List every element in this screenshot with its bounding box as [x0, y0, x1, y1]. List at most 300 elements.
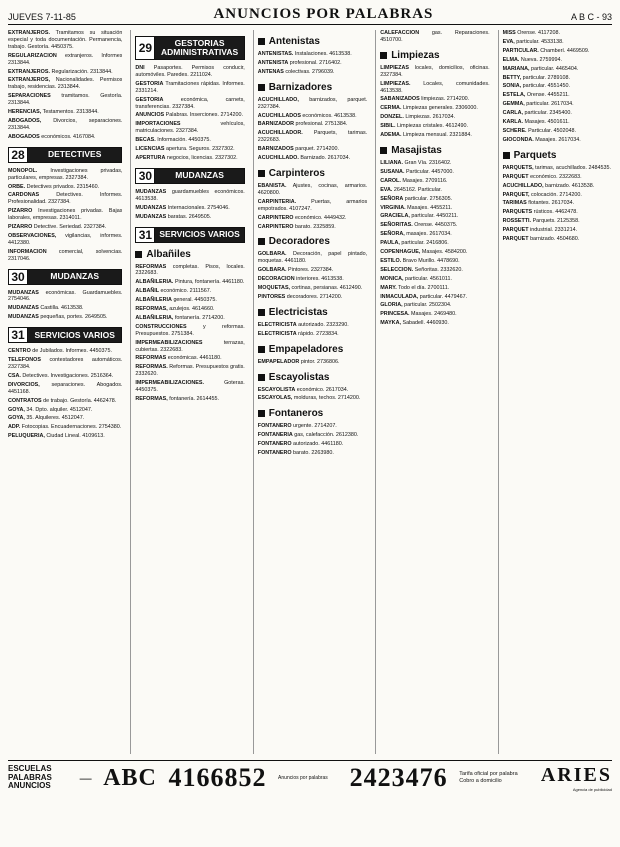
ad-keyword: EXTRANJEROS.: [8, 68, 50, 75]
ad-text: Información. 4450375.: [157, 137, 211, 144]
ad-text: de Jubilados. Informes. 4450375.: [32, 348, 112, 355]
ad-keyword: EVA,: [502, 38, 515, 45]
classified-ad: [380, 30, 489, 44]
ad-keyword: MUDANZAS: [135, 188, 167, 195]
ad-text: Instalaciones. 4613538.: [294, 51, 352, 57]
ad-text: barnizado. 4504680.: [530, 236, 580, 243]
ad-keyword: ORBE.: [8, 183, 26, 190]
ad-keyword: ROSSETTI.: [502, 218, 532, 225]
classified-ad: [8, 415, 122, 422]
section-title: SERVICIOS VARIOS: [155, 228, 243, 242]
ad-text: rústicos. 4462478.: [533, 209, 578, 216]
ad-text: económicos. 4613538.: [302, 112, 357, 119]
classified-ad: [258, 285, 367, 292]
classified-ad: [503, 128, 612, 135]
ad-keyword: INFORMACION: [8, 248, 47, 255]
classified-columns: [8, 30, 612, 754]
ad-keyword: SEÑORA,: [380, 231, 405, 238]
ad-keyword: ALBAÑILERIA.: [135, 279, 174, 286]
subsection-heading: [258, 168, 367, 179]
ad-keyword: ADP.: [8, 424, 21, 431]
section-number: 30: [136, 169, 155, 183]
ad-keyword: GEMMA,: [502, 101, 525, 108]
subsection-title: Carpinteros: [268, 167, 325, 179]
square-bullet-icon: [258, 410, 265, 417]
column-3: [253, 30, 367, 754]
classified-ad: [8, 233, 122, 247]
ad-keyword: ADEMA.: [380, 132, 402, 139]
ad-keyword: REFORMAS.: [135, 364, 168, 371]
classified-ad: [8, 433, 122, 440]
ad-keyword: DIVORCIOS,: [8, 381, 40, 388]
ad-text: fontanería. 2714200.: [174, 314, 225, 321]
classified-ad: [8, 290, 122, 304]
classified-ad: [380, 222, 489, 229]
ad-keyword: MUDANZAS: [8, 314, 39, 321]
ad-keyword: SEPARACIONES: [8, 93, 51, 100]
ad-keyword: CARPINTERO: [257, 223, 294, 230]
classified-ad: [8, 398, 122, 405]
ad-keyword: HERENCIAS,: [8, 109, 42, 116]
ad-keyword: CARPINTERIA.: [257, 198, 297, 205]
ad-keyword: SELECCION.: [380, 266, 414, 273]
square-bullet-icon: [258, 309, 265, 316]
section-number: 30: [9, 270, 28, 284]
ad-text: barato. 2325859.: [294, 223, 336, 230]
ad-text: Masajes. 2469480.: [411, 311, 457, 318]
classified-ad: [380, 169, 489, 176]
ad-keyword: REGULARIZACION: [8, 52, 57, 59]
ad-text: masajes. 2617034.: [406, 231, 452, 238]
column-1: [8, 30, 122, 754]
classified-ad: [503, 137, 612, 144]
classified-ad: [258, 215, 367, 222]
ad-text: particular. 2345400.: [524, 110, 572, 117]
ad-text: Goteras. 4450375.: [135, 380, 245, 394]
classified-ad: [258, 387, 367, 394]
column-4: [375, 30, 489, 754]
ad-text: Masajes. 2617034.: [535, 136, 581, 143]
ad-text: Investigaciones privadas. Bajas laborales, empresas. 2314011.: [8, 208, 123, 222]
ad-keyword: PARQUET,: [502, 191, 530, 198]
ad-keyword: MAYKA,: [380, 320, 401, 327]
classified-ad: [380, 114, 489, 121]
ad-keyword: CARPINTERO: [257, 214, 294, 221]
ad-keyword: LIMPIEZAS: [380, 64, 409, 71]
ad-keyword: EVA.: [380, 186, 393, 193]
ad-keyword: LIMPIEZAS.: [380, 80, 411, 87]
classified-ad: [8, 118, 122, 132]
subsection-heading: [258, 372, 367, 383]
classified-ad: [135, 380, 244, 394]
footer-aries-sub: Agencia de publicidad: [572, 787, 612, 792]
classified-ad: [135, 97, 244, 111]
classified-ad: [258, 199, 367, 213]
ad-keyword: PARQUET: [502, 236, 529, 243]
ad-text: tramitamos. Gestoría. 2313844.: [8, 93, 123, 107]
subsection-title: Parquets: [513, 149, 557, 161]
ad-keyword: BETTY,: [502, 74, 522, 81]
ad-text: económica, carnets, transferencias. 2327384.: [135, 96, 245, 110]
ad-text: particular. 4561011.: [405, 275, 452, 282]
subsection-title: Electricistas: [268, 306, 328, 318]
ad-text: parquet. 2714200.: [295, 146, 339, 153]
classified-ad: [258, 69, 367, 76]
ad-keyword: ALBAÑILERIA,: [135, 314, 174, 321]
ad-keyword: CAROL.: [380, 177, 401, 184]
classified-ad: [258, 267, 367, 274]
ad-keyword: GLORIA,: [380, 302, 403, 309]
header-date: JUEVES 7-11-85: [8, 12, 76, 22]
ad-keyword: PRINCESA.: [380, 311, 410, 318]
ad-keyword: TARIMAS: [502, 200, 527, 207]
classified-ad: [135, 364, 244, 378]
classified-ad: [8, 382, 122, 396]
ad-text: Parquets. 2125358.: [532, 218, 580, 225]
ad-text: económicas. 4461180.: [167, 355, 222, 362]
ad-text: Particular. 4457000.: [405, 168, 454, 175]
ad-text: industrial. 2331214.: [530, 227, 578, 234]
ad-keyword: BECAS.: [135, 137, 156, 144]
classified-ad: [503, 101, 612, 108]
ad-text: Limpieza mensual. 2321884.: [402, 132, 472, 139]
ad-keyword: OBSERVACIONES,: [8, 232, 57, 239]
ad-text: Fotocopias. Encuadernaciones. 2754380.: [21, 424, 122, 431]
ad-text: rápido. 2723834.: [298, 330, 339, 337]
ad-text: 2645162. Particular.: [393, 186, 442, 193]
ad-text: barato. 2263980.: [293, 450, 334, 457]
ad-text: Ciudad Lineal. 4109613.: [46, 433, 105, 440]
classified-ad: [503, 66, 612, 73]
column-5: [498, 30, 612, 754]
footer-brand-abc: ABC: [103, 764, 157, 791]
classified-ad: [380, 276, 489, 283]
ad-text: cortinas, persianas. 4612490.: [291, 285, 363, 292]
classified-ad: [135, 65, 244, 79]
ad-text: colectivas. 2796039.: [285, 68, 335, 75]
ad-keyword: EXTRANJEROS,: [8, 77, 50, 84]
classified-ad: [135, 315, 244, 322]
classified-ad: [380, 96, 489, 103]
footer-dash: —: [79, 771, 92, 785]
header-page-number: A B C - 93: [570, 12, 612, 22]
ad-keyword: MUDANZAS: [8, 305, 39, 312]
ad-text: Masajes. 4501611.: [524, 119, 570, 126]
footer-phone-1: 4166852: [168, 763, 267, 792]
subsection-heading: [503, 150, 612, 161]
ad-keyword: ALBAÑIL: [135, 288, 160, 295]
classified-ad: [135, 324, 244, 338]
classified-ad: [135, 355, 244, 362]
ad-keyword: SONIA,: [502, 83, 522, 90]
ad-keyword: FONTANERO: [257, 441, 292, 448]
classified-ad: [258, 432, 367, 439]
subsection-title: Limpiezas: [391, 49, 440, 61]
ad-text: de trabajo. Gestoría. 4462478.: [43, 397, 117, 404]
ad-text: particular. 4533138.: [516, 38, 564, 45]
classified-ad: [258, 331, 367, 338]
ad-keyword: GRACIELA,: [380, 213, 410, 220]
ad-text: locales, domicilios, oficinas. 2327384.: [380, 64, 490, 78]
subsection-title: Albañiles: [146, 248, 191, 260]
ad-text: apertura. Seguros. 2327302.: [165, 146, 235, 153]
ad-text: Gran Vía. 2316402.: [404, 159, 452, 166]
classified-ad: [258, 224, 367, 231]
ad-keyword: TELEFONOS: [8, 357, 41, 364]
ad-text: Señoritas. 2332620.: [414, 266, 463, 273]
classified-ad: [135, 137, 244, 144]
ad-keyword: SABANIZADOS: [380, 96, 420, 103]
square-bullet-icon: [258, 346, 265, 353]
classified-ad: [8, 53, 122, 67]
footer-phone-note: Anuncios por palabras: [278, 775, 328, 781]
classified-ad: [8, 93, 122, 107]
classified-ad: [503, 174, 612, 181]
ad-keyword: IMPERMEABILIZACIONES: [135, 339, 203, 346]
ad-keyword: ACUCHILLADOR.: [257, 130, 303, 137]
classified-ad: [380, 258, 489, 265]
ad-text: flotantes. 2617034.: [528, 200, 575, 207]
ad-keyword: SCHERE.: [502, 127, 527, 134]
classified-ad: [503, 39, 612, 46]
classified-ad: [380, 311, 489, 318]
ad-keyword: ACUCHILLADOS: [257, 112, 301, 119]
ad-text: Detectives privados. 2315460.: [26, 183, 100, 190]
ad-text: completas. Pisos, locales. 2322683.: [135, 263, 245, 277]
section-box: [8, 327, 122, 343]
ad-keyword: MUDANZAS: [135, 213, 167, 220]
ad-text: pequeñas, portes. 2649505.: [40, 314, 108, 321]
ad-text: urgente. 2714207.: [293, 423, 337, 430]
square-bullet-icon: [135, 251, 142, 258]
ad-keyword: PIZARRO: [8, 224, 33, 231]
ad-text: extranjeros. Informes 2313844.: [8, 52, 123, 66]
square-bullet-icon: [258, 238, 265, 245]
classified-ad: [503, 192, 612, 199]
ad-text: autorizado. 2323290.: [298, 321, 349, 328]
section-box: [8, 147, 122, 163]
ad-text: azulejos. 4614660.: [169, 306, 215, 313]
ad-keyword: REFORMAS: [135, 263, 167, 270]
ad-keyword: GESTORIA: [135, 96, 164, 103]
classified-ad: [503, 218, 612, 225]
classified-ad: [135, 288, 244, 295]
ad-text: Chamberí. 4469509.: [540, 47, 590, 54]
classified-ad: [135, 146, 244, 153]
classified-ad: [380, 132, 489, 139]
ad-text: Todo el día. 2700111.: [398, 284, 450, 291]
ad-keyword: PINTORES: [257, 293, 286, 300]
classified-ad: [503, 209, 612, 216]
ad-keyword: ESCAYOLAS,: [257, 395, 293, 402]
subsection-heading: [258, 307, 367, 318]
subsection-heading: [258, 36, 367, 47]
classified-ad: [8, 305, 122, 312]
classified-ad: [135, 297, 244, 304]
ad-text: autorizado. 4461180.: [293, 441, 344, 448]
classified-ad: [380, 302, 489, 309]
classified-ad: [380, 160, 489, 167]
ad-keyword: CONTRATOS: [8, 397, 42, 404]
ad-text: Palabras. Inserciones. 2714200.: [165, 112, 243, 119]
ad-keyword: BARNIZADOS: [257, 146, 294, 153]
footer-aries-block: [541, 764, 612, 792]
ad-text: económico. 2111567.: [160, 288, 212, 295]
ad-text: Masajes. 2709116.: [402, 177, 448, 184]
classified-ad: [258, 60, 367, 67]
classified-ad: [135, 396, 244, 403]
ad-keyword: PARQUETS,: [502, 164, 534, 171]
ad-text: particular. 4450211.: [411, 213, 459, 220]
ad-keyword: MONOPOL.: [8, 167, 38, 174]
ad-text: Limpiezas generales. 2306000.: [402, 105, 478, 112]
ad-text: Orense. 4117208.: [517, 30, 561, 36]
ad-keyword: ELECTRICISTA: [257, 330, 297, 337]
ad-text: Masajes. 4455211.: [407, 204, 453, 211]
classified-ad: [503, 200, 612, 207]
classified-ad: [380, 105, 489, 112]
ad-text: particular. 2617034.: [526, 101, 574, 108]
ad-text: Nacionalidades. Permisos trabajo, residencias. 2313844.: [8, 77, 123, 91]
ad-text: Tramitamos su situación especial y toda documentación. Permanencia, trabajo. Gestoría. 4450375.: [8, 30, 123, 50]
ad-text: guardamuebles económicos. 4613538.: [135, 188, 245, 202]
classified-ad: [258, 51, 367, 58]
column-2: [130, 30, 244, 754]
ad-text: particular. 2416806.: [401, 240, 449, 247]
ad-text: Tramitaciones rápidas. Informes. 2331214.: [135, 80, 245, 94]
ad-keyword: PELUQUERIA,: [8, 433, 45, 440]
classified-ad: [503, 236, 612, 243]
ad-text: barnizados, parquet. 2327384.: [257, 96, 368, 110]
ad-keyword: SEÑORITAS.: [380, 222, 413, 229]
ad-keyword: ELMA.: [502, 56, 520, 63]
ad-text: decoradores. 2714200.: [286, 293, 343, 300]
subsection-title: Antenistas: [268, 36, 320, 47]
square-bullet-icon: [258, 374, 265, 381]
ad-keyword: BARNIZADOR: [257, 121, 295, 128]
classified-ad: [503, 119, 612, 126]
ad-keyword: SUSANA.: [380, 168, 405, 175]
subsection-title: Masajistas: [391, 144, 442, 156]
classified-ad: [503, 227, 612, 234]
ad-keyword: ABOGADOS,: [8, 117, 42, 124]
classified-ad: [503, 48, 612, 55]
square-bullet-icon: [258, 84, 265, 91]
ad-text: Sabadell. 4460930.: [402, 320, 449, 327]
classified-ad: [8, 249, 122, 263]
ad-keyword: LICENCIAS: [135, 146, 165, 153]
ad-keyword: ANTENISTAS.: [257, 51, 294, 57]
ad-text: Reformas. Presupuestos gratis. 2332620.: [135, 364, 245, 378]
ad-keyword: KARLA.: [502, 119, 523, 126]
footer-info-1: Tarifa oficial por palabra: [459, 771, 518, 777]
ad-text: Pintores. 2327384.: [288, 267, 334, 274]
ad-text: Testamentos. 2313844.: [42, 109, 99, 116]
ad-text: vigilancias, informes. 4412380.: [8, 232, 123, 246]
classified-ad: [258, 450, 367, 457]
classified-ad: [258, 395, 367, 402]
ad-keyword: GOYA,: [8, 415, 25, 422]
classified-ad: [503, 57, 612, 64]
ad-keyword: REFORMAS,: [135, 306, 168, 313]
classified-ad: [380, 231, 489, 238]
ad-text: vehículos, matriculaciones. 2327384.: [135, 121, 245, 135]
classified-ad: [8, 109, 122, 116]
ad-keyword: EBANISTA.: [257, 182, 287, 189]
ad-text: Regularización. 2313844.: [51, 68, 113, 75]
classified-ad: [8, 314, 122, 321]
classified-ad: [258, 97, 367, 111]
ad-keyword: ABOGADOS: [8, 133, 40, 140]
classified-ad: [258, 276, 367, 283]
square-bullet-icon: [258, 38, 265, 45]
classified-ad: [135, 340, 244, 354]
classified-ad: [8, 69, 122, 76]
ad-text: particular. 2756305.: [404, 195, 453, 202]
ad-keyword: CONSTRUCCIONES: [135, 323, 187, 330]
ad-keyword: CSA.: [8, 372, 21, 379]
ad-keyword: PARTICULAR.: [502, 47, 539, 54]
ad-text: Divorcios, separaciones. 2313844.: [8, 117, 123, 131]
ad-keyword: ANUNCIOS: [135, 112, 165, 119]
subsection-heading: [258, 236, 367, 247]
classified-ad: [135, 214, 244, 221]
classified-ad: [8, 192, 122, 206]
subsection-heading: [258, 408, 367, 419]
ad-text: particular. 4465404.: [531, 65, 579, 72]
subsection-title: Barnizadores: [268, 81, 333, 93]
ad-keyword: PAULA,: [380, 240, 400, 247]
ad-text: Limpiezas cristales. 4612490.: [396, 123, 468, 130]
classified-ad: [8, 208, 122, 222]
classified-ad: [135, 264, 244, 278]
ad-text: Detective. Seriedad. 2327384.: [33, 224, 107, 231]
ad-keyword: ESTILO.: [380, 257, 402, 264]
classified-ad: [8, 348, 122, 355]
classified-ad: [380, 213, 489, 220]
ad-keyword: GIOCONDA.: [502, 136, 534, 143]
classified-ad: [8, 77, 122, 91]
ad-keyword: REFORMAS: [135, 355, 167, 362]
ad-text: baratas. 2649505.: [167, 213, 212, 220]
classified-ad: [135, 155, 244, 162]
ad-keyword: VIRGINIA.: [380, 204, 406, 211]
section-box: [8, 269, 122, 285]
ad-keyword: FONTANERIA: [257, 432, 293, 439]
classified-ad: [135, 189, 244, 203]
ad-text: Orense. 4450375.: [414, 222, 458, 229]
ad-text: económicas. Guardamuebles. 2754046.: [8, 289, 123, 303]
ad-keyword: ESCAYOLISTA: [257, 386, 296, 393]
ad-text: Barnizado. 2617034.: [300, 155, 351, 162]
ad-text: económico. 2617034.: [296, 386, 349, 393]
classified-ad: [503, 165, 612, 172]
classified-ad: [380, 81, 489, 95]
classified-ad: [135, 205, 244, 212]
ad-text: Investigaciones privadas, particulares, empresas. 2327384.: [8, 167, 123, 181]
footer-phone-2: 2423476: [349, 763, 448, 792]
classified-ad: [503, 83, 612, 90]
classified-ad: [380, 249, 489, 256]
ad-text: pintor. 2736806.: [300, 358, 340, 365]
subsection-heading: [258, 344, 367, 355]
ad-text: negocios, licencias. 2327302.: [166, 154, 238, 161]
subsection-heading: [258, 82, 367, 93]
classified-ad: [135, 81, 244, 95]
ad-keyword: PIZARRO: [8, 208, 33, 215]
ad-text: particular. 2789108.: [522, 74, 571, 81]
ad-text: colocación. 2714200.: [530, 191, 582, 198]
